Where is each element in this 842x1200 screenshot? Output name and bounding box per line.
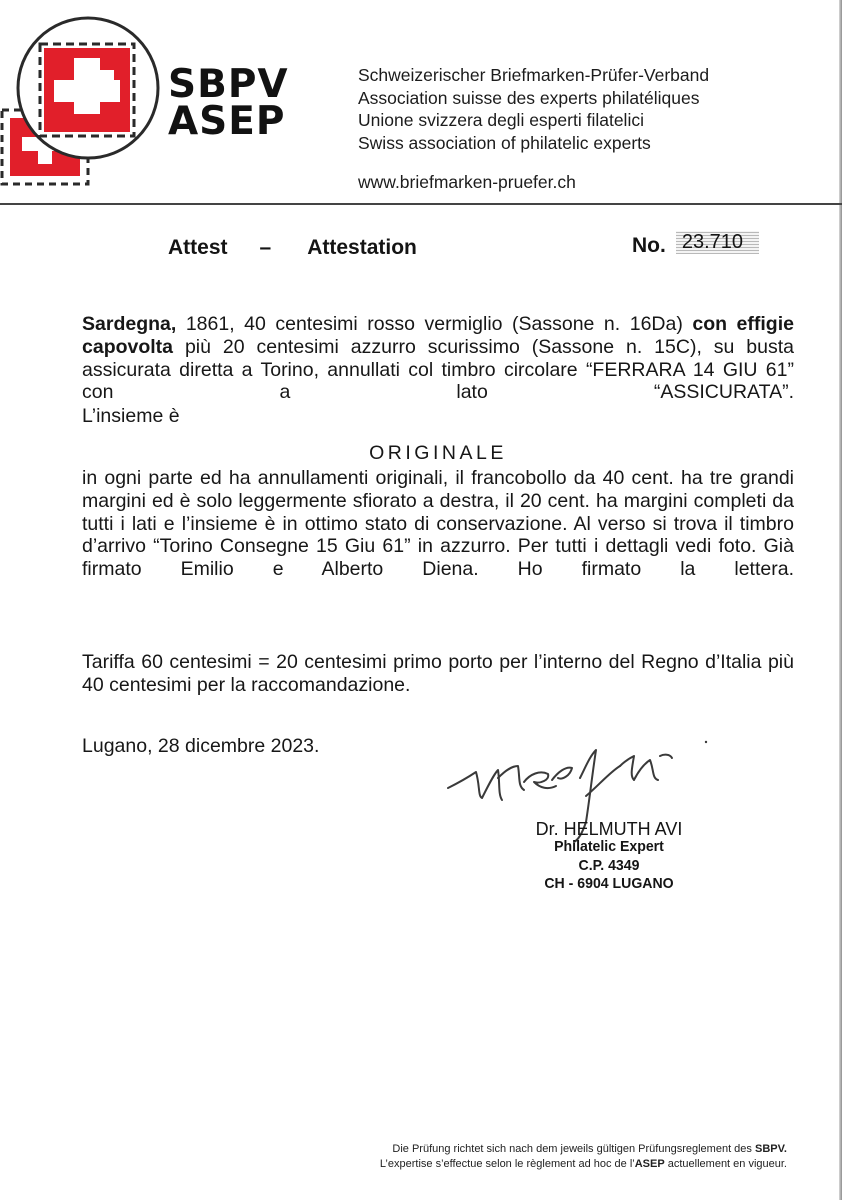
signer-city: CH - 6904 LUGANO xyxy=(544,874,674,892)
association-name-de: Schweizerischer Briefmarken-Prüfer-Verband xyxy=(358,65,710,85)
description-text-2: più 20 centesimi azzurro scurissimo (Sassone n. 15C), su busta assicurata diretta a Torino, annullati col timbro circolare “FERRARA 14 GIU 61” con a lato “ASSICURATA”. xyxy=(82,335,794,404)
header-divider xyxy=(0,203,842,205)
footer-fr-text-1: L’expertise s’effectue selon le règlement ad hoc de l’ xyxy=(379,1158,635,1170)
footer-de-text: Die Prüfung richtet sich nach dem jeweils gültigen Prüfungsreglement des xyxy=(392,1143,755,1155)
brand-line-1: SBPV xyxy=(168,62,289,107)
association-name-en: Swiss association of philatelic experts xyxy=(358,132,651,153)
original-verdict: ORIGINALE xyxy=(369,442,507,464)
association-name-fr: Association suisse des experts philatéliques xyxy=(358,87,700,108)
description-last-line: L’insieme è xyxy=(82,405,180,427)
certificate-number-value: 23.710 xyxy=(676,231,759,254)
title-attest: Attest xyxy=(168,236,228,259)
certificate-number xyxy=(632,231,759,258)
website-link[interactable]: www.briefmarken-pruefer.ch xyxy=(358,172,576,192)
footer-de-bold: SBPV. xyxy=(754,1143,787,1155)
footer-fr-text-2: actuellement en vigueur. xyxy=(664,1158,787,1170)
footer-line-de xyxy=(327,1142,787,1157)
association-name-it: Unione svizzera degli esperti filatelici xyxy=(358,110,644,131)
description-paragraph xyxy=(82,313,794,404)
place-date: Lugano, 28 dicembre 2023. xyxy=(82,735,320,757)
signer-po-box: C.P. 4349 xyxy=(578,856,640,874)
footer-fr-bold: ASEP xyxy=(634,1158,665,1170)
condition-paragraph xyxy=(82,467,794,581)
footer-line-fr xyxy=(327,1157,787,1172)
description-text-1: 1861, 40 centesimi rosso vermiglio (Sassone n. 16Da) xyxy=(176,313,693,335)
condition-text: in ogni parte ed ha annullamenti originali, il francobollo da 40 cent. ha tre grandi margini ed è solo leggermente sfiorato a destra, il 20 cent. ha margini completi da tutti i lati e l’insieme è in ottimo stato di conservazione. Al verso si trova il timbro d’arrivo “Torino Consegne 15 Giu 61” in azzurro. Per tutti i dettagli vedi foto. Già firmato Emilio e Alberto Diena. Ho firmato la lettera. xyxy=(82,467,794,581)
document-title xyxy=(168,236,417,260)
tariff-paragraph: Tariffa 60 centesimi = 20 centesimi primo porto per l’interno del Regno d’Italia più 40 centesimi per la raccomandazione. xyxy=(82,651,794,696)
variety-name: con effigie capovolta xyxy=(82,313,794,358)
signer-title: Philatelic Expert xyxy=(554,838,664,856)
signer-block xyxy=(520,820,698,893)
title-dash: – xyxy=(259,236,272,259)
signer-name: Dr. HELMUTH AVI xyxy=(535,819,683,839)
large-stamp-icon xyxy=(18,18,158,158)
title-attestation: Attestation xyxy=(307,236,417,259)
footer-disclaimer xyxy=(327,1142,787,1172)
country-name: Sardegna, xyxy=(82,313,177,335)
brand-logotype xyxy=(168,62,289,144)
association-names xyxy=(358,64,709,154)
certificate-number-label: No. xyxy=(632,234,666,257)
sbpv-stamp-logo xyxy=(0,14,164,190)
brand-line-2: ASEP xyxy=(168,99,286,144)
